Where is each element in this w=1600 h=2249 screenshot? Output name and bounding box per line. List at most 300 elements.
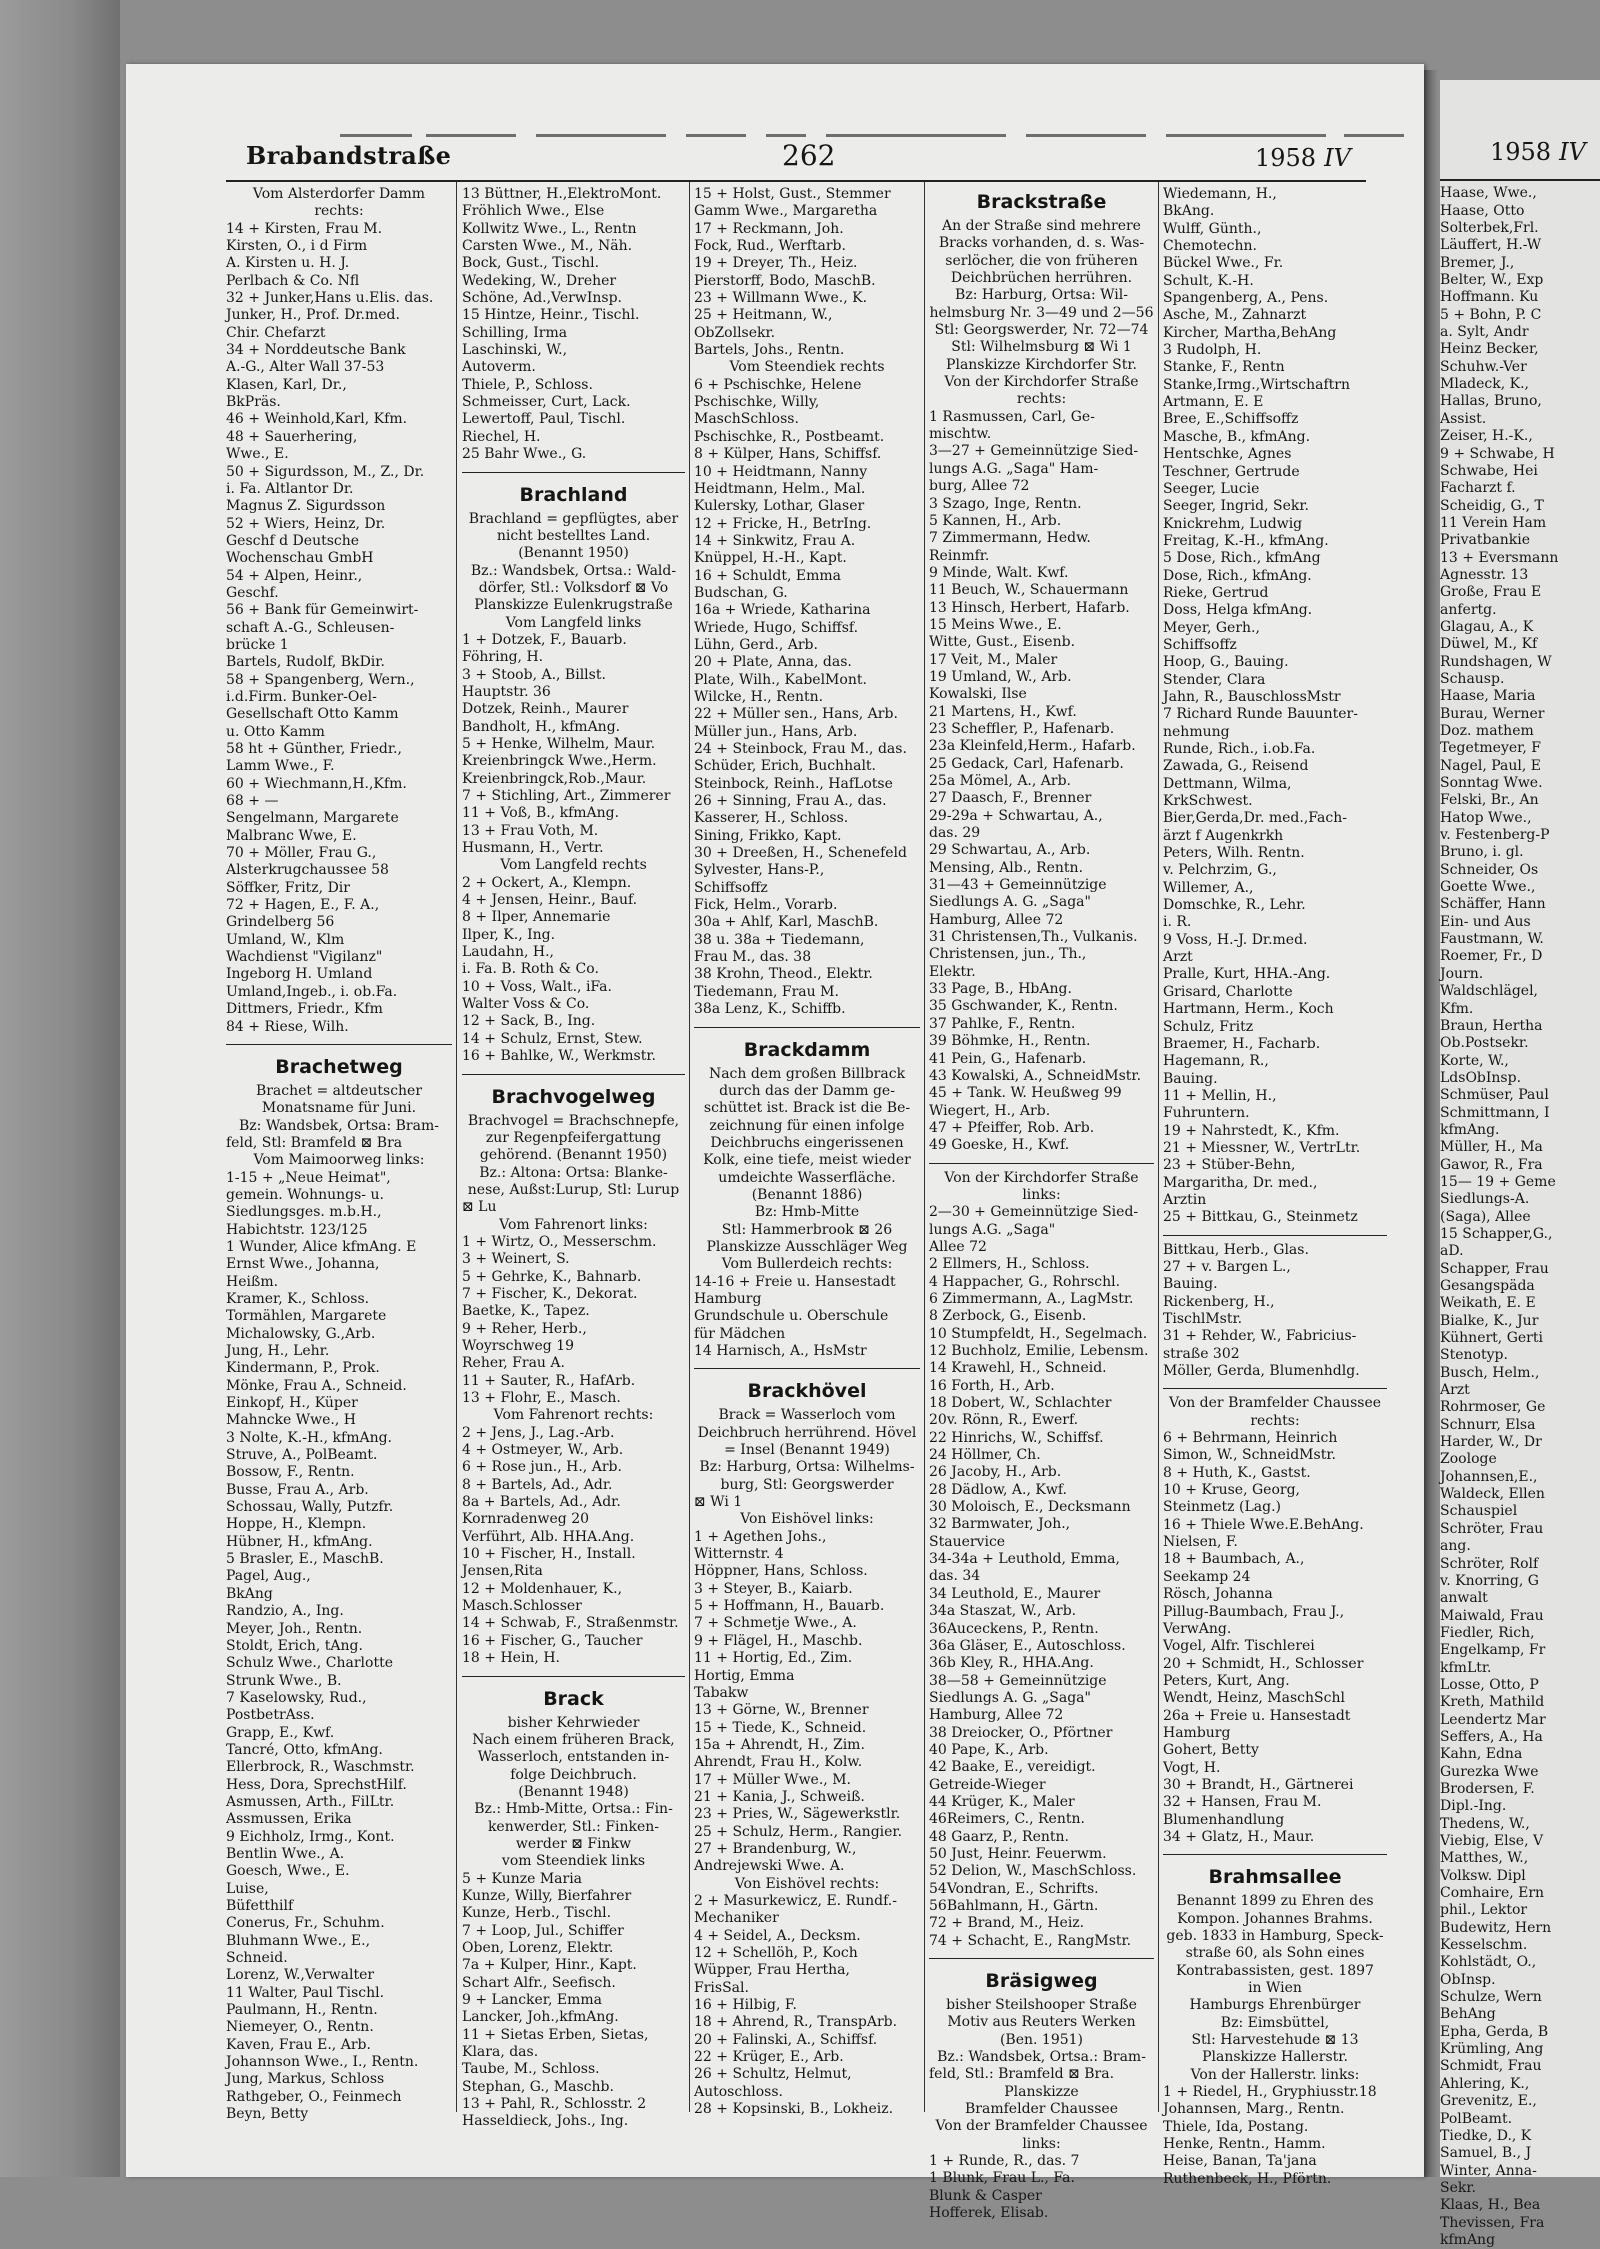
street-note: Brack = Wasserloch vom	[718, 1407, 896, 1424]
directory-entry: 14 + Kirsten, Frau M.	[226, 220, 383, 237]
directory-entry: Wiegert, H., Arb.	[929, 1102, 1051, 1119]
directory-entry: 26 + Sinning, Frau A., das.	[694, 793, 887, 810]
directory-entry: 7 Kaselowsky, Rud.,	[226, 1689, 367, 1706]
directory-entry: Wiedemann, H.,	[1163, 186, 1277, 202]
directory-entry: Schnurr, Elsa	[1440, 1416, 1536, 1433]
directory-entry: 2 Ellmers, H., Schloss.	[929, 1256, 1090, 1273]
directory-entry: Witte, Gust., Eisenb.	[929, 634, 1076, 651]
directory-entry: ⊠ Wi 1	[694, 1494, 743, 1511]
directory-entry: Comhaire, Ern	[1440, 1885, 1545, 1902]
directory-entry: 14-16 + Freie u. Hansestadt	[694, 1273, 896, 1290]
directory-entry: Tiedemann, Frau M.	[694, 983, 839, 1000]
directory-entry: Woyrschweg 19	[462, 1337, 575, 1354]
street-note: Bz.: Hmb-Mitte, Ortsa.: Fin-	[474, 1801, 673, 1818]
directory-entry: 1 + Wirtz, O., Messerschm.	[462, 1233, 657, 1250]
directory-entry: Teschner, Gertrude	[1163, 463, 1300, 480]
directory-entry: Blunk & Casper	[929, 2187, 1042, 2204]
directory-entry: Gamm Wwe., Margaretha	[694, 203, 878, 220]
directory-entry: 30 + Brandt, H., Gärtnerei	[1163, 1776, 1354, 1793]
directory-entry: 28 Dädlow, A., Kwf.	[929, 1481, 1067, 1498]
directory-entry: Hamburg	[694, 1290, 762, 1307]
directory-entry: Losse, Otto, P	[1440, 1676, 1539, 1693]
directory-entry: 20v. Rönn, R., Ewerf.	[929, 1412, 1079, 1429]
directory-entry: Blumenhandlung	[1163, 1811, 1285, 1828]
directory-entry: Grapp, E., Kwf.	[226, 1724, 335, 1741]
directory-entry: kfmAng.	[1440, 1121, 1500, 1138]
street-note: Bz: Hmb-Mitte	[754, 1204, 860, 1221]
directory-entry: Seeger, Ingrid, Sekr.	[1163, 498, 1309, 515]
street-note: zeichnung für einen infolge	[709, 1117, 905, 1134]
directory-entry: Riechel, H.	[462, 428, 541, 445]
directory-entry: 14 Harnisch, A., HsMstr	[694, 1343, 867, 1359]
directory-entry: 26a + Freie u. Hansestadt	[1163, 1707, 1351, 1724]
directory-entry: 22 Hinrichs, W., Schiffsf.	[929, 1429, 1104, 1446]
directory-entry: 21 Martens, H., Kwf.	[929, 703, 1077, 720]
directory-entry: Getreide-Wieger	[929, 1776, 1046, 1793]
directory-entry: Tiedke, D., K	[1440, 2127, 1532, 2144]
directory-entry: Gohert, Betty	[1163, 1742, 1259, 1759]
directory-entry: 4 + Seidel, A., Decksm.	[694, 1927, 861, 1944]
directory-entry: 26 + Schultz, Helmut,	[694, 2066, 852, 2083]
directory-entry: Schneid.	[226, 1950, 288, 1967]
directory-entry: Rohrmoser, Ge	[1440, 1399, 1546, 1416]
directory-entry: Hamburg, Allee 72	[929, 1707, 1064, 1724]
directory-entry: feld, Stl.: Bramfeld ⊠ Bra.	[929, 2066, 1115, 2083]
directory-entry: Schausp.	[1440, 670, 1505, 687]
directory-entry: TischlMstr.	[1163, 1311, 1243, 1327]
directory-entry: Verführt, Alb. HHA.Ang.	[462, 1528, 635, 1545]
directory-entry: KrkSchwest.	[1163, 793, 1253, 810]
directory-entry: LdsObInsp.	[1440, 1069, 1522, 1086]
directory-entry: Walter Voss & Co.	[462, 996, 590, 1013]
directory-entry: Grisard, Charlotte	[1163, 983, 1293, 1000]
directory-entry: 27 Daasch, F., Brenner	[929, 790, 1092, 807]
directory-entry: 1 Wunder, Alice kfmAng. E	[226, 1238, 417, 1255]
directory-entry: Schröter, Frau	[1440, 1520, 1544, 1537]
top-dash	[426, 134, 516, 137]
directory-entry: Thiele, Ida, Postang.	[1163, 2118, 1309, 2135]
directory-entry: 54 + Alpen, Heinr.,	[226, 567, 363, 584]
directory-entry: 1-15 + „Neue Heimat",	[226, 1169, 391, 1186]
street-note: Planskizze Hallerstr.	[1202, 2049, 1348, 2066]
directory-entry: mischtw.	[929, 426, 992, 443]
top-dash	[340, 134, 412, 137]
directory-entry: ärzt f Augenkrkh	[1163, 827, 1284, 844]
directory-entry: 23 + Pries, W., Sägewerkstlr.	[694, 1806, 901, 1823]
directory-entry: i. R.	[1163, 914, 1192, 931]
directory-entry: Vogel, Alfr. Tischlerei	[1163, 1638, 1315, 1655]
directory-entry: phil., Lektor	[1440, 1902, 1528, 1919]
directory-entry: BkAng	[226, 1585, 273, 1602]
directory-entry: Thiele, P., Schloss.	[462, 376, 593, 393]
column-separator	[689, 182, 690, 2112]
directory-entry: Kaven, Frau E., Arb.	[226, 2036, 371, 2053]
directory-entry: Kreth, Mathild	[1440, 1694, 1545, 1711]
directory-entry: 34 + Norddeutsche Bank	[226, 342, 406, 359]
directory-entry: 19 + Nahrstedt, K., Kfm.	[1163, 1122, 1340, 1139]
directory-entry: Tancré, Otto, kfmAng.	[226, 1741, 383, 1758]
directory-entry: 5 Dose, Rich., kfmAng	[1163, 550, 1321, 567]
directory-entry: schaft A.-G., Schleusen-	[226, 619, 395, 636]
directory-entry: Fick, Helm., Vorarb.	[694, 897, 838, 914]
directory-entry: 27 + Brandenburg, W.,	[694, 1840, 857, 1857]
directory-entry: Hoop, G., Bauing.	[1163, 654, 1289, 671]
directory-entry: Kramer, K., Schloss.	[226, 1290, 370, 1307]
directory-entry: 34 + Glatz, H., Maur.	[1163, 1828, 1315, 1845]
column-separator	[456, 182, 457, 2112]
directory-entry: 74 + Schacht, E., RangMstr.	[929, 1932, 1132, 1949]
directory-entry: Schmeisser, Curt, Lack.	[462, 394, 631, 411]
directory-entry: 31 Christensen,Th., Vulkanis.	[929, 929, 1138, 946]
street-note: Bz: Harburg, Ortsa: Wilhelms-	[699, 1459, 915, 1476]
directory-entry: Schmidt, Frau	[1440, 2058, 1542, 2075]
directory-entry: Wedeking, W., Dreher	[462, 272, 617, 289]
directory-entry: 29 Schwartau, A., Arb.	[929, 842, 1091, 859]
directory-entry: Umland,Ingeb., i. ob.Fa.	[226, 983, 398, 1000]
directory-entry: Heißm.	[226, 1273, 279, 1290]
directory-entry: 14 + Schulz, Ernst, Stew.	[462, 1030, 643, 1047]
directory-entry: Carsten Wwe., M., Näh.	[462, 238, 633, 255]
directory-entry: 11 Verein Ham	[1440, 514, 1547, 531]
directory-entry: (Saga), Allee	[1440, 1208, 1531, 1225]
directory-entry: Arztin	[1163, 1191, 1207, 1208]
street-note: Kontrabassisten, gest. 1897	[1176, 1962, 1374, 1979]
street-note: Planskizze Eulenkrugstraße	[474, 597, 673, 614]
directory-entry: 12 + Sack, B., Ing.	[462, 1013, 596, 1030]
directory-entry: Bauing.	[1163, 1276, 1218, 1293]
directory-entry: ObZollsekr.	[694, 324, 776, 341]
directory-entry: 13 + Pahl, R., Schlosstr. 2	[462, 2096, 647, 2113]
directory-entry: Kasserer, H., Schloss.	[694, 810, 849, 827]
directory-entry: 40 Pape, K., Arb.	[929, 1741, 1049, 1758]
directory-entry: 15 Meins Wwe., E.	[929, 616, 1062, 633]
directory-entry: Wwe., E.	[226, 446, 289, 463]
directory-entry: 47 + Pfeiffer, Rob. Arb.	[929, 1119, 1095, 1136]
street-note: rechts:	[1016, 391, 1067, 408]
street-note: Vom Fahrenort rechts:	[493, 1407, 654, 1424]
directory-entry: 24 Höllmer, Ch.	[929, 1447, 1041, 1464]
directory-entry: Hasseldieck, Johs., Ing.	[462, 2113, 629, 2130]
street-note: folge Deichbruch.	[510, 1766, 637, 1783]
directory-entry: 7 + Stichling, Art., Zimmerer	[462, 788, 671, 804]
street-heading: Brackdamm	[743, 1038, 871, 1061]
directory-entry: Kohlstädt, O.,	[1440, 1954, 1537, 1971]
street-note: kenwerder, Stl.: Finken-	[487, 1818, 660, 1835]
street-heading: Brachvogelweg	[491, 1085, 656, 1108]
street-heading: Bräsigweg	[985, 1970, 1098, 1993]
directory-entry: Geschf.	[226, 584, 279, 601]
street-note: Bracks vorhanden, d. s. Was-	[938, 235, 1145, 252]
directory-entry: Hentschke, Agnes	[1163, 446, 1292, 463]
directory-entry: Brodersen, F.	[1440, 1780, 1535, 1797]
street-note: Vom Maimoorweg links:	[253, 1152, 425, 1169]
directory-entry: Bier,Gerda,Dr. med.,Fach-	[1163, 810, 1347, 827]
directory-entry: 8a + Bartels, Ad., Adr.	[462, 1494, 621, 1511]
directory-entry: Kreienbringck,Rob.,Maur.	[462, 770, 647, 787]
directory-entry: Bittkau, Herb., Glas.	[1163, 1241, 1309, 1258]
directory-entry: 9 Eichholz, Irmg., Kont.	[226, 1828, 395, 1845]
directory-entry: Kunze, Herb., Tischl.	[462, 1905, 612, 1922]
directory-entry: Ilper, K., Ing.	[462, 926, 556, 943]
directory-entry: i.d.Firm. Bunker-Oel-	[226, 688, 377, 705]
directory-entry: 5 Kannen, H., Arb.	[929, 512, 1062, 529]
directory-entry: Bossow, F., Rentn.	[226, 1464, 355, 1481]
street-note: Kompon. Johannes Brahms.	[1177, 1910, 1373, 1927]
directory-entry: Bruno, i. gl.	[1440, 844, 1524, 861]
directory-entry: Nielsen, F.	[1163, 1534, 1238, 1551]
street-heading: Brachetweg	[275, 1055, 403, 1078]
directory-entry: 6 + Pschischke, Helene	[694, 376, 862, 393]
column-1	[226, 186, 452, 2123]
directory-entry: Engelkamp, Fr	[1440, 1642, 1546, 1659]
directory-entry: 49 Goeske, H., Kwf.	[929, 1137, 1070, 1154]
street-note: Planskizze	[1004, 2083, 1079, 2100]
directory-entry: Lühn, Gerd., Arb.	[694, 636, 818, 653]
directory-entry: Stoldt, Erich, tAng.	[226, 1637, 363, 1654]
directory-entry: Mahncke Wwe., H	[226, 1412, 356, 1429]
directory-entry: Volksw. Dipl	[1440, 1867, 1526, 1884]
directory-entry: 16 Forth, H., Arb.	[929, 1377, 1055, 1394]
directory-entry: Stanke,Irmg.,Wirtschaftrn	[1163, 376, 1351, 393]
directory-entry: Korte, W.,	[1440, 1052, 1509, 1069]
street-note: dörfer, Stl.: Volksdorf ⊠ Vo	[478, 579, 669, 596]
directory-entry: Kahn, Edna	[1440, 1746, 1523, 1763]
directory-entry: lungs A.G. „Saga"	[929, 1221, 1056, 1238]
directory-entry: Schulz Wwe., Charlotte	[226, 1655, 393, 1672]
street-note: bisher Steilshooper Straße	[946, 1997, 1137, 2014]
directory-entry: Mladeck, K.,	[1440, 376, 1529, 393]
directory-entry: 4 + Jensen, Heinr., Bauf.	[462, 892, 638, 909]
directory-entry: Christensen, jun., Th.,	[929, 946, 1087, 963]
section-divider	[694, 1360, 920, 1369]
street-note: serlöcher, die von früheren	[945, 252, 1138, 269]
street-note: bisher Kehrwieder	[507, 1714, 640, 1731]
directory-entry: 38a Lenz, K., Schiffb.	[694, 1001, 846, 1018]
directory-entry: 19 + Dreyer, Th., Heiz.	[694, 255, 858, 272]
directory-entry: 31 + Rehder, W., Fabricius-	[1163, 1328, 1357, 1345]
directory-entry: 20 + Plate, Anna, das.	[694, 654, 852, 671]
street-note: Vom Fahrenort links:	[499, 1216, 648, 1233]
directory-entry: 5 + Hoffmann, H., Bauarb.	[694, 1598, 885, 1615]
directory-entry: Goette Wwe.,	[1440, 879, 1536, 896]
directory-entry: Schmittmann, I	[1440, 1104, 1550, 1121]
directory-entry: Asmussen, Arth., FilLtr.	[226, 1793, 395, 1810]
directory-entry: Bock, Gust., Tischl.	[462, 255, 600, 272]
directory-entry: Düwel, M., Kf	[1440, 636, 1538, 653]
directory-entry: Winter, Anna-	[1440, 2162, 1537, 2179]
column-separator	[924, 182, 925, 2112]
directory-entry: Gurezka Wwe	[1440, 1763, 1539, 1780]
directory-entry: Hamburg, Allee 72	[929, 911, 1064, 928]
directory-entry: 7a + Kulper, Hinr., Kapt.	[462, 1957, 637, 1974]
directory-entry: 72 + Hagen, E., F. A.,	[226, 897, 380, 914]
directory-entry: 18 Dobert, W., Schlachter	[929, 1395, 1112, 1412]
street-heading: Brackstraße	[976, 191, 1107, 213]
street-note: schüttet ist. Brack ist die Be-	[703, 1100, 911, 1117]
street-note: Stl: Georgswerder, Nr. 72—74	[934, 322, 1149, 339]
directory-entry: kfmAng	[1440, 2231, 1496, 2248]
directory-entry: anfertg.	[1440, 601, 1497, 618]
directory-entry: 3 + Weinert, S.	[462, 1251, 570, 1268]
directory-entry: 41 Pein, G., Hafenarb.	[929, 1050, 1087, 1067]
next-volume: IV	[1559, 138, 1586, 166]
street-note: Deichbruchs eingerissenen	[710, 1134, 904, 1151]
top-dash	[1166, 134, 1326, 137]
directory-entry: 58 + Spangenberg, Wern.,	[226, 671, 415, 688]
directory-entry: Facharzt f.	[1440, 480, 1516, 497]
directory-entry: Fock, Rud., Werftarb.	[694, 238, 846, 255]
directory-entry: Johannson Wwe., I., Rentn.	[226, 2054, 419, 2071]
directory-entry: ang.	[1440, 1538, 1471, 1555]
directory-entry: Dotzek, Reinh., Maurer	[462, 701, 629, 718]
directory-entry: Plate, Wilh., KabelMont.	[694, 671, 867, 688]
directory-entry: 15a + Ahrendt, H., Zim.	[694, 1736, 865, 1753]
next-page-header	[1440, 80, 1600, 179]
directory-entry: Schult, K.-H.	[1163, 272, 1254, 289]
directory-entry: Allee 72	[929, 1238, 987, 1255]
directory-entry: 3 + Steyer, B., Kaiarb.	[694, 1580, 853, 1597]
directory-entry: 9 + Flägel, H., Maschb.	[694, 1632, 863, 1649]
street-note: umdeichte Wasserfläche.	[718, 1169, 896, 1186]
directory-entry: 3 Szago, Inge, Rentn.	[929, 495, 1082, 512]
directory-entry: Seffers, A., Ha	[1440, 1728, 1543, 1745]
directory-entry: Klara, das.	[462, 2044, 539, 2061]
directory-entry: Steinmetz (Lag.)	[1163, 1499, 1281, 1516]
directory-entry: Klaas, H., Bea	[1440, 2197, 1541, 2214]
directory-entry: Lorenz, W.,Verwalter	[226, 1967, 375, 1984]
directory-entry: v. Knorring, G	[1440, 1572, 1539, 1589]
directory-entry: Ruthenbeck, H., Pförtn.	[1163, 2170, 1332, 2187]
directory-entry: Rickenberg, H.,	[1163, 1293, 1275, 1310]
directory-entry: 34 Leuthold, E., Maurer	[929, 1585, 1101, 1602]
directory-entry: Lancker, Joh.,kfmAng.	[462, 2009, 619, 2026]
directory-entry: das. 34	[929, 1568, 981, 1585]
directory-entry: Pschischke, Willy,	[694, 394, 820, 411]
directory-entry: Stender, Clara	[1163, 671, 1266, 688]
next-page-lines	[1440, 185, 1600, 2249]
section-divider	[929, 1155, 1154, 1164]
directory-entry: für Mädchen	[694, 1325, 786, 1342]
directory-entry: Jung, H., Lehr.	[226, 1343, 330, 1359]
directory-entry: Fiedler, Rich,	[1440, 1624, 1535, 1641]
directory-entry: Bartels, Johs., Rentn.	[694, 342, 845, 359]
directory-entry: Simon, W., SchneidMstr.	[1163, 1447, 1336, 1464]
directory-entry: 60 + Wiechmann,H.,Kfm.	[226, 775, 407, 792]
street-note: Benannt 1899 zu Ehren des	[1176, 1893, 1374, 1910]
street-note: links:	[1022, 1186, 1061, 1203]
directory-entry: Masche, B., kfmAng.	[1163, 428, 1311, 445]
directory-entry: Busch, Helm.,	[1440, 1364, 1540, 1381]
directory-entry: Dittmers, Friedr., Kfm	[226, 1001, 383, 1018]
directory-entry: Schauspiel	[1440, 1503, 1518, 1520]
street-note: (Benannt 1950)	[518, 545, 629, 562]
section-divider	[462, 464, 685, 473]
directory-entry: Bauing.	[1163, 1070, 1218, 1087]
directory-entry: das. 29	[929, 825, 981, 842]
directory-entry: Schart Alfr., Seefisch.	[462, 1974, 616, 1991]
directory-entry: Ein- und Aus	[1440, 913, 1531, 930]
directory-entry: Föhring, H.	[462, 649, 544, 666]
directory-entry: Siedlungs A. G. „Saga"	[929, 894, 1091, 911]
directory-entry: Kornradenweg 20	[462, 1511, 590, 1528]
directory-entry: Wendt, Heinz, MaschSchl	[1163, 1690, 1345, 1707]
directory-entry: Peters, Kurt, Ang.	[1163, 1672, 1290, 1689]
directory-entry: 56 + Bank für Gemeinwirt-	[226, 602, 419, 619]
directory-entry: Schmüser, Paul	[1440, 1087, 1549, 1104]
directory-entry: 15— 19 + Geme	[1440, 1173, 1556, 1190]
directory-entry: Pillug-Baumbach, Frau J.,	[1163, 1603, 1345, 1620]
street-note: Stl: Wilhelmsburg ⊠ Wi 1	[951, 339, 1132, 356]
directory-entry: Artmann, E. E	[1163, 394, 1264, 411]
directory-entry: Braun, Hertha	[1440, 1017, 1543, 1034]
directory-entry: Meyer, Joh., Rentn.	[226, 1620, 363, 1637]
directory-entry: Henke, Rentn., Hamm.	[1163, 2136, 1326, 2153]
directory-entry: Freitag, K.-H., kfmAng.	[1163, 532, 1329, 549]
directory-entry: 17 + Reckmann, Joh.	[694, 220, 844, 237]
directory-entry: Zoologe	[1440, 1451, 1497, 1468]
street-note: Planskizze Ausschläger Weg	[706, 1238, 908, 1255]
directory-entry: 1 + Riedel, H., Gryphiusstr.18	[1163, 2084, 1377, 2101]
street-note: rechts:	[1250, 1412, 1300, 1429]
directory-entry: 5 + Bohn, P. C	[1440, 306, 1542, 323]
street-note: (Ben. 1951)	[999, 2031, 1084, 2048]
street-note: Deichbruch herrührend. Hövel	[697, 1424, 917, 1441]
directory-entry: 9 + Lancker, Emma	[462, 1992, 602, 2008]
directory-entry: Goesch, Wwe., E.	[226, 1863, 350, 1880]
directory-entry: 84 + Riese, Wilh.	[226, 1018, 349, 1035]
directory-entry: 42 Baake, E., vereidigt.	[929, 1759, 1096, 1776]
directory-entry: Zeiser, H.-K.,	[1440, 428, 1533, 445]
directory-entry: Schossau, Wally, Putzfr.	[226, 1499, 394, 1516]
directory-entry: 1 + Agethen Johs.,	[694, 1528, 827, 1545]
directory-entry: Ahrendt, Frau H., Kolw.	[694, 1754, 863, 1771]
directory-entry: Taube, M., Schloss.	[462, 2061, 600, 2078]
directory-entry: BkPräs.	[226, 394, 281, 411]
volume-value: IV	[1324, 144, 1351, 172]
directory-entry: Doz. mathem	[1440, 723, 1534, 739]
year-value: 1958	[1255, 144, 1317, 172]
directory-entry: Hess, Dora, SprechstHilf.	[226, 1776, 407, 1793]
directory-entry: 11 + Sauter, R., HafArb.	[462, 1372, 636, 1389]
street-note: straße 60, als Sohn eines	[1185, 1945, 1365, 1962]
directory-entry: 25 + Heitmann, W.,	[694, 307, 833, 324]
directory-entry: 12 + Moldenhauer, K.,	[462, 1580, 623, 1597]
directory-entry: 13 Hinsch, Herbert, Hafarb.	[929, 599, 1130, 616]
directory-entry: 16 + Thiele Wwe.E.BehAng.	[1163, 1516, 1364, 1533]
directory-entry: 18 + Ahrend, R., TranspArb.	[694, 2014, 898, 2031]
section-divider	[1163, 1380, 1387, 1389]
directory-entry: i. Fa. B. Roth & Co.	[462, 961, 599, 978]
directory-entry: 72 + Brand, M., Heiz.	[929, 1915, 1085, 1932]
directory-entry: 15 + Tiede, K., Schneid.	[694, 1719, 867, 1736]
directory-entry: 5 Brasler, E., MaschB.	[226, 1551, 384, 1568]
directory-entry: Witternstr. 4	[694, 1546, 784, 1563]
directory-entry: 56Bahlmann, H., Gärtn.	[929, 1898, 1099, 1914]
directory-entry: 5 + Gehrke, K., Bahnarb.	[462, 1268, 642, 1285]
directory-entry: Journ.	[1440, 965, 1484, 982]
page-street-header: Brabandstraße	[246, 141, 452, 170]
directory-entry: 7 + Loop, Jul., Schiffer	[462, 1922, 624, 1939]
directory-entry: Bree, E.,Schiffsoffz	[1163, 411, 1299, 428]
street-note: rechts:	[314, 203, 364, 220]
directory-entry: Schiffsoffz	[1163, 636, 1237, 653]
directory-entry: burg, Allee 72	[929, 478, 1030, 495]
directory-entry: 3 Rudolph, H.	[1163, 342, 1262, 359]
directory-entry: Möller, Gerda, Blumenhdlg.	[1163, 1363, 1360, 1380]
directory-entry: Maiwald, Frau	[1440, 1607, 1544, 1624]
directory-entry: 8 + Külper, Hans, Schiffsf.	[694, 446, 882, 463]
directory-entry: Epha, Gerda, B	[1440, 2023, 1549, 2040]
